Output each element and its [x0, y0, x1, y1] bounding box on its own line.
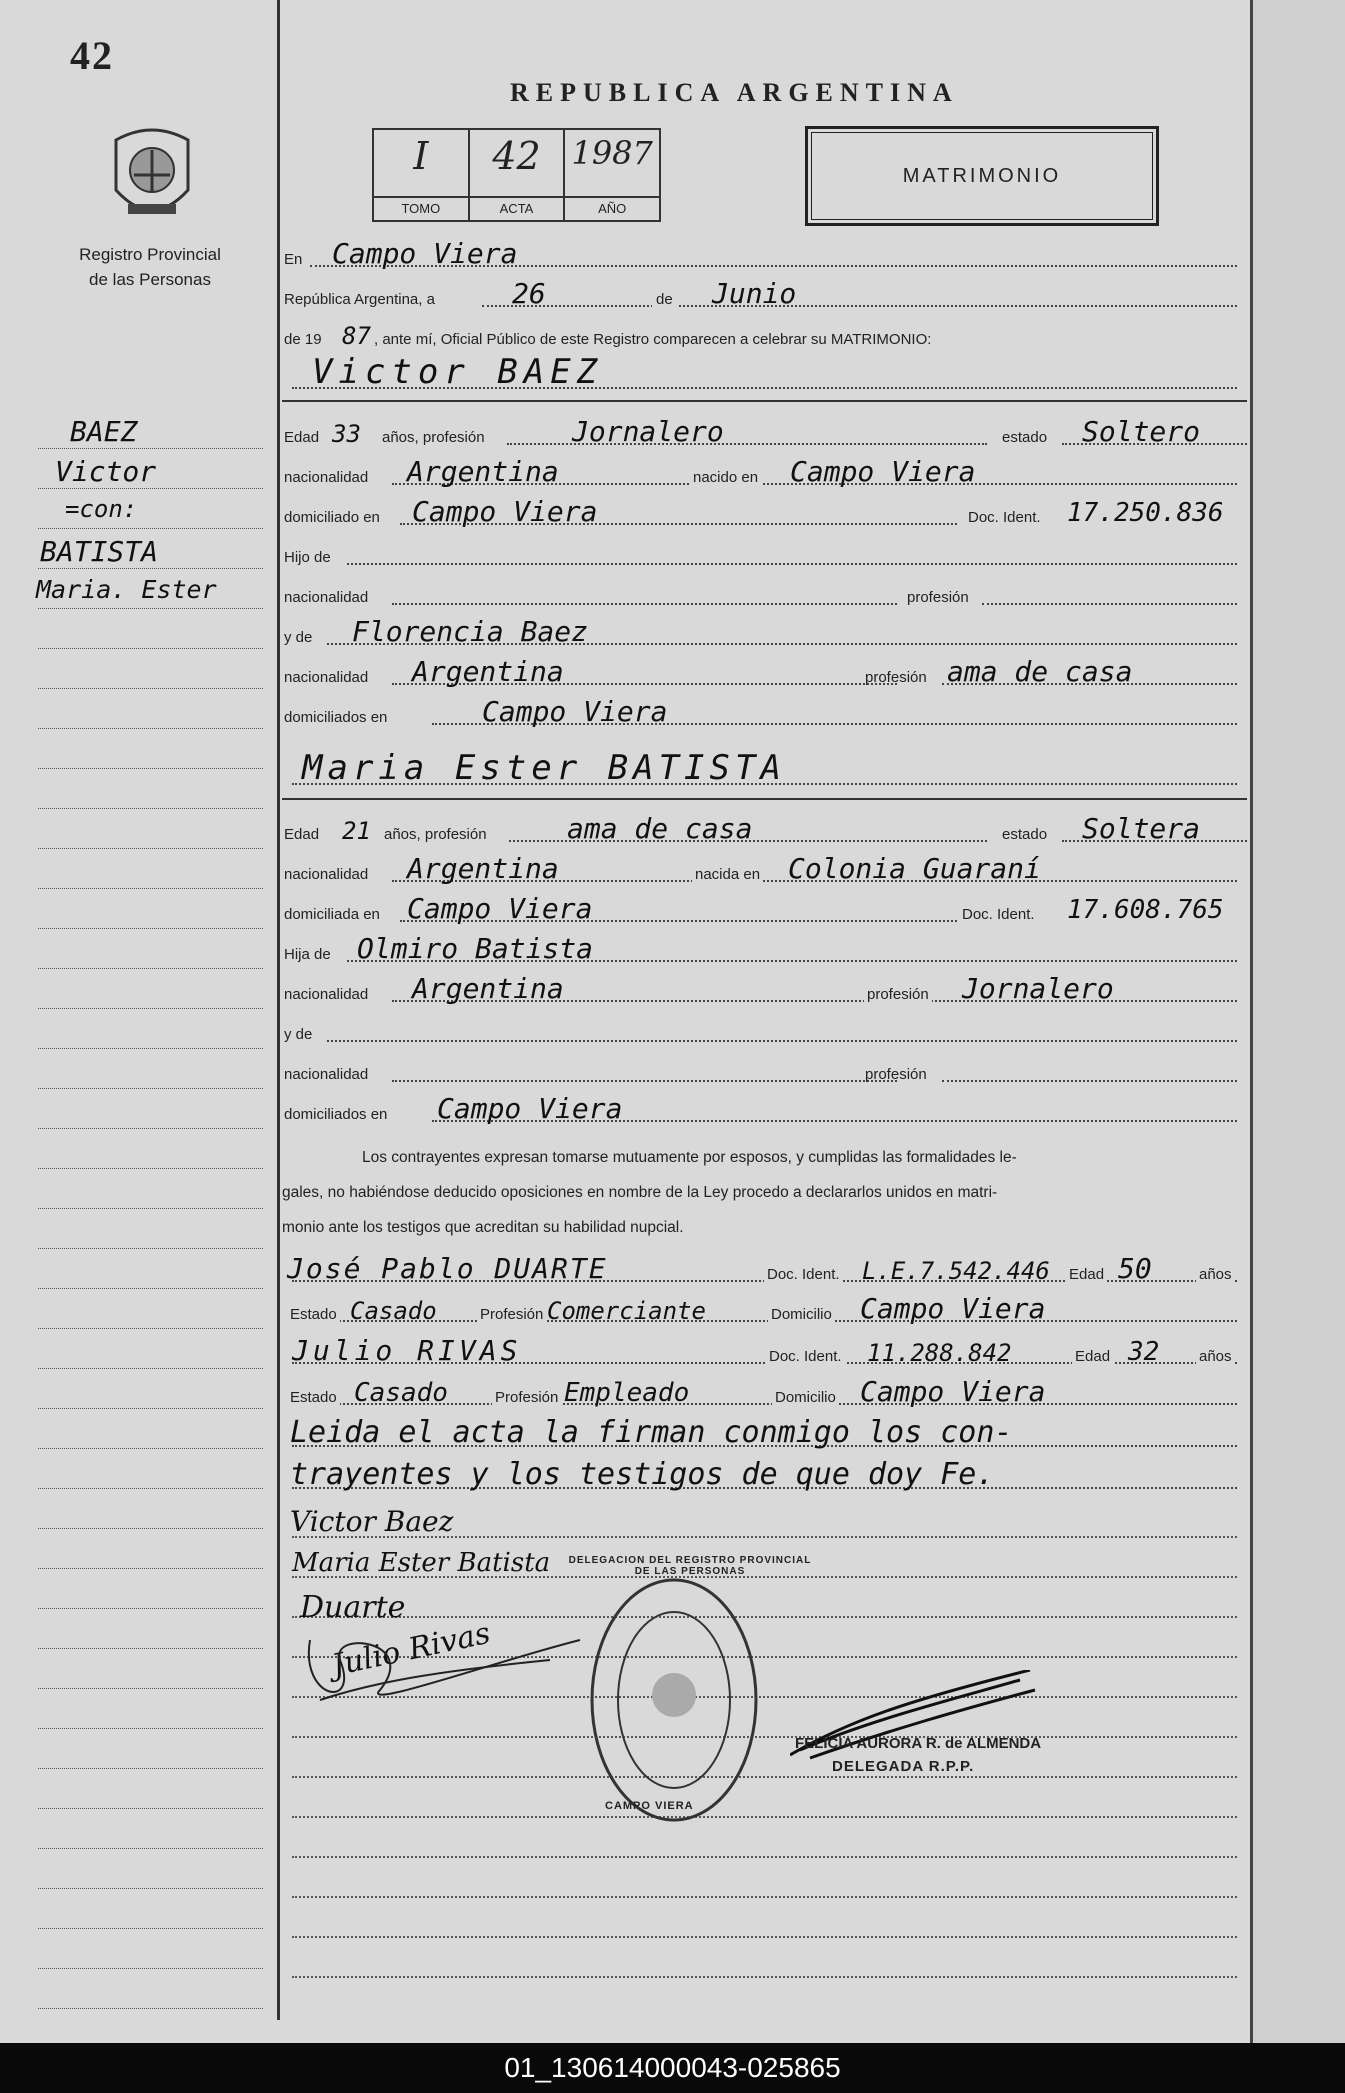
value-bride-address: Campo Viera [407, 892, 593, 925]
row-bride-mother-nat [282, 1055, 1247, 1089]
row-bride-name [282, 748, 1247, 792]
page-edge [1250, 0, 1345, 2043]
label-witness1-domicilio: Domicilio [768, 1306, 835, 1323]
label-witness1-anos: años [1196, 1266, 1235, 1283]
row-bride-age [282, 812, 1247, 849]
value-bride-civil-state: Soltera [1082, 812, 1201, 845]
ano-label: AÑO [565, 196, 659, 220]
label-nacido-en: nacido en [690, 469, 761, 486]
margin-ruled-line [38, 1368, 263, 1369]
margin-ruled-line [38, 1248, 263, 1249]
value-groom-birthplace: Campo Viera [790, 455, 976, 488]
row-bride-father [282, 932, 1247, 969]
ano-cell [565, 130, 659, 220]
registry-line-2: de las Personas [89, 270, 211, 289]
label-domiciliados: domiciliados en [284, 709, 388, 726]
margin-divider [277, 0, 280, 2020]
value-groom-address: Campo Viera [412, 495, 598, 528]
registry-name [40, 242, 260, 292]
value-witness1-age: 50 [1118, 1252, 1152, 1285]
row-bride-nationality [282, 852, 1247, 889]
margin-con: =con: [65, 495, 138, 523]
margin-ruled-line [38, 888, 263, 889]
margin-ruled-line [38, 1048, 263, 1049]
label-witness2-profesion: Profesión [492, 1389, 561, 1406]
margin-ruled-line [38, 608, 263, 609]
label-doc-ident-bride: Doc. Ident. [962, 906, 1035, 923]
margin-ruled-line [38, 1648, 263, 1649]
row-date [282, 277, 1247, 314]
row-bride-father-nat [282, 972, 1247, 1009]
value-year-suffix: 87 [342, 322, 371, 350]
value-groom-mother-nationality: Argentina [412, 655, 564, 688]
province-seal-icon [106, 120, 198, 230]
margin-ruled-line [38, 1488, 263, 1489]
margin-ruled-line [38, 1688, 263, 1689]
row-bride-address [282, 892, 1247, 929]
row-witness2-name [282, 1334, 1247, 1371]
row-witness1-name [282, 1252, 1247, 1289]
row-witness2-details [282, 1375, 1247, 1412]
margin-ruled-line [38, 568, 263, 569]
value-groom-profession: Jornalero [572, 415, 724, 448]
label-edad: Edad [284, 429, 320, 446]
signature-witness1: Duarte [300, 1590, 406, 1625]
margin-ruled-line [38, 1328, 263, 1329]
image-id-footer: 01_130614000043-025865 [0, 2043, 1345, 2093]
value-bride-age: 21 [342, 817, 371, 845]
official-role: DELEGADA R.P.P. [832, 1758, 975, 1775]
margin-ruled-line [38, 1448, 263, 1449]
label-witness2-estado: Estado [287, 1389, 340, 1406]
label-witness1-doc: Doc. Ident. [764, 1266, 843, 1283]
margin-ruled-line [38, 1288, 263, 1289]
row-groom-father [282, 538, 1247, 572]
label-witness1-edad: Edad [1066, 1266, 1107, 1283]
margin-ruled-line [38, 1408, 263, 1409]
margin-ruled-line [38, 1848, 263, 1849]
label-domiciliado: domiciliado en [284, 509, 380, 526]
margin-ruled-line [38, 528, 263, 529]
label-estado: estado [1002, 429, 1048, 446]
label-y-de: y de [284, 629, 313, 646]
margin-ruled-line [38, 1608, 263, 1609]
tomo-label: TOMO [374, 196, 468, 220]
declaration-text [282, 1140, 1242, 1245]
margin-ruled-line [38, 1968, 263, 1969]
value-month: Junio [712, 277, 797, 310]
row-place [282, 237, 1247, 274]
value-bride-father: Olmiro Batista [357, 932, 594, 965]
value-bride-doc: 17.608.765 [1067, 895, 1224, 925]
value-witness2-address: Campo Viera [860, 1375, 1046, 1408]
margin-ruled-line [38, 1088, 263, 1089]
margin-ruled-line [38, 968, 263, 969]
row-groom-mother-nat [282, 655, 1247, 692]
value-closing-2: trayentes y los testigos de que doy Fe. [290, 1457, 995, 1492]
margin-ruled-line [38, 1928, 263, 1929]
label-bride-father-nacionalidad: nacionalidad [284, 986, 369, 1003]
value-groom-civil-state: Soltero [1082, 415, 1201, 448]
row-groom-age [282, 415, 1247, 452]
value-bride-nationality: Argentina [407, 852, 559, 885]
row-groom-address [282, 495, 1247, 532]
label-edad-bride: Edad [284, 826, 320, 843]
value-witness1-profession: Comerciante [547, 1297, 706, 1325]
label-en: En [284, 251, 303, 268]
row-bride-mother [282, 1015, 1247, 1049]
label-doc-ident: Doc. Ident. [968, 509, 1041, 526]
declaration-line-3: monio ante los testigos que acreditan su habilidad nupcial. [282, 1219, 684, 1236]
value-groom-age: 33 [332, 420, 361, 448]
label-y-de-bride: y de [284, 1026, 313, 1043]
official-stamp-icon [588, 1575, 760, 1825]
stamp-text: DELEGACION DEL REGISTRO PROVINCIAL DE LAS PERSONAS [568, 1555, 812, 1577]
value-witness2-civil-state: Casado [354, 1378, 448, 1408]
margin-ruled-line [38, 1768, 263, 1769]
value-groom-parents-address: Campo Viera [482, 695, 668, 728]
row-groom-parents-address [282, 695, 1247, 732]
value-closing-1: Leida el acta la firman conmigo los con- [290, 1415, 1013, 1450]
row-bride-parents-address [282, 1092, 1247, 1129]
label-statement: , ante mí, Oficial Público de este Registro comparecen a celebrar su MATRIMONIO: [374, 331, 932, 348]
signature-witness2: Julio Rivas [329, 1615, 494, 1684]
margin-ruled-line [38, 1128, 263, 1129]
label-father-profesion: profesión [907, 589, 969, 606]
value-witness1-address: Campo Viera [860, 1292, 1046, 1325]
label-witness2-domicilio: Domicilio [772, 1389, 839, 1406]
margin-ruled-line [38, 448, 263, 449]
row-groom-father-nat [282, 578, 1247, 612]
stamp-town: CAMPO VIERA [605, 1800, 694, 1812]
official-name: FELICIA AURORA R. de ALMENDA [795, 1735, 1042, 1752]
row-year [282, 320, 1247, 354]
label-domiciliados-bride: domiciliados en [284, 1106, 388, 1123]
row-groom-nationality [282, 455, 1247, 492]
row-closing-2 [282, 1457, 1247, 1496]
margin-ruled-line [38, 1208, 263, 1209]
margin-surname: BAEZ [70, 415, 138, 448]
value-place: Campo Viera [332, 237, 518, 270]
acta-label: ACTA [470, 196, 564, 220]
label-hija-de: Hija de [284, 946, 331, 963]
value-groom-doc: 17.250.836 [1067, 498, 1224, 528]
signature-flourish-icon [300, 1600, 600, 1720]
signature-groom: Victor Baez [290, 1505, 454, 1538]
value-groom-nationality: Argentina [407, 455, 559, 488]
margin-bride-surname: BATISTA [40, 535, 159, 568]
label-mother-profesion: profesión [865, 669, 927, 686]
value-groom-name: Victor BAEZ [312, 352, 604, 392]
registry-line-1: Registro Provincial [79, 245, 221, 264]
label-father-nacionalidad: nacionalidad [284, 589, 369, 606]
act-type-box: MATRIMONIO [805, 126, 1159, 226]
value-witness1-doc: L.E.7.542.446 [862, 1257, 1050, 1285]
margin-ruled-line [38, 688, 263, 689]
margin-ruled-line [38, 728, 263, 729]
label-witness2-doc: Doc. Ident. [766, 1348, 845, 1365]
acta-value: 42 [492, 134, 541, 178]
label-witness2-edad: Edad [1072, 1348, 1113, 1365]
value-witness2-name: Julio RIVAS [292, 1334, 522, 1367]
label-hijo-de: Hijo de [284, 549, 331, 566]
label-year-prefix: de 19 [284, 331, 322, 348]
label-estado-bride: estado [1002, 826, 1048, 843]
margin-ruled-line [38, 1528, 263, 1529]
margin-ruled-line [38, 768, 263, 769]
label-bride-mother-nacionalidad: nacionalidad [284, 1066, 369, 1083]
value-day: 26 [512, 277, 546, 310]
value-witness2-profession: Empleado [564, 1378, 690, 1408]
label-witness1-profesion: Profesión [477, 1306, 546, 1323]
value-witness2-age: 32 [1128, 1337, 1160, 1367]
tomo-cell [374, 130, 470, 220]
margin-ruled-line [38, 848, 263, 849]
acta-cell [470, 130, 566, 220]
book-reference-box [372, 128, 661, 222]
margin-firstname: Victor [55, 455, 157, 488]
label-domiciliada: domiciliada en [284, 906, 380, 923]
label-anos-profesion-bride: años, profesión [384, 826, 487, 843]
declaration-line-2: gales, no habiéndose deducido oposiciones en nombre de la Ley procedo a declararlos unidos en matri- [282, 1184, 998, 1201]
value-witness1-name: José Pablo DUARTE [287, 1252, 608, 1285]
value-groom-mother-profession: ama de casa [947, 655, 1133, 688]
row-groom-mother [282, 615, 1247, 652]
margin-ruled-line [38, 928, 263, 929]
value-bride-birthplace: Colonia Guaraní [788, 852, 1041, 885]
margin-ruled-line [38, 1808, 263, 1809]
margin-ruled-line [38, 2008, 263, 2009]
row-closing-1 [282, 1415, 1247, 1454]
value-groom-mother: Florencia Baez [352, 615, 589, 648]
margin-ruled-line [38, 1728, 263, 1729]
margin-ruled-line [38, 1888, 263, 1889]
margin-ruled-line [38, 1008, 263, 1009]
margin-ruled-line [38, 488, 263, 489]
label-mother-nacionalidad: nacionalidad [284, 669, 369, 686]
label-bride-father-profesion: profesión [864, 986, 932, 1003]
value-bride-father-nationality: Argentina [412, 972, 564, 1005]
value-witness1-civil-state: Casado [350, 1297, 437, 1325]
value-bride-father-profession: Jornalero [962, 972, 1114, 1005]
ano-value: 1987 [571, 134, 653, 172]
margin-ruled-line [38, 1168, 263, 1169]
margin-ruled-line [38, 808, 263, 809]
declaration-line-1: Los contrayentes expresan tomarse mutuamente por esposos, y cumplidas las formalidades le- [362, 1149, 1017, 1166]
margin-bride-name: Maria. Ester [36, 575, 217, 604]
value-bride-name: Maria Ester BATISTA [302, 748, 786, 788]
label-witness2-anos: años [1196, 1348, 1235, 1365]
label-anos-profesion: años, profesión [382, 429, 485, 446]
country-title: REPUBLICA ARGENTINA [510, 78, 959, 107]
tomo-value: I [413, 134, 429, 178]
signature-bride: Maria Ester Batista [292, 1548, 551, 1578]
label-nacionalidad-bride: nacionalidad [284, 866, 369, 883]
label-de: de [652, 291, 677, 308]
margin-ruled-line [38, 1568, 263, 1569]
value-bride-profession: ama de casa [567, 812, 753, 845]
label-bride-mother-profesion: profesión [865, 1066, 927, 1083]
margin-ruled-line [38, 648, 263, 649]
page-number: 42 [70, 33, 114, 78]
label-republica: República Argentina, a [284, 291, 435, 308]
row-groom-name [282, 352, 1247, 396]
row-witness1-details [282, 1292, 1247, 1329]
label-nacida-en: nacida en [692, 866, 763, 883]
label-witness1-estado: Estado [287, 1306, 340, 1323]
value-witness2-doc: 11.288.842 [867, 1339, 1012, 1367]
value-bride-parents-address: Campo Viera [437, 1092, 623, 1125]
label-nacionalidad: nacionalidad [284, 469, 369, 486]
